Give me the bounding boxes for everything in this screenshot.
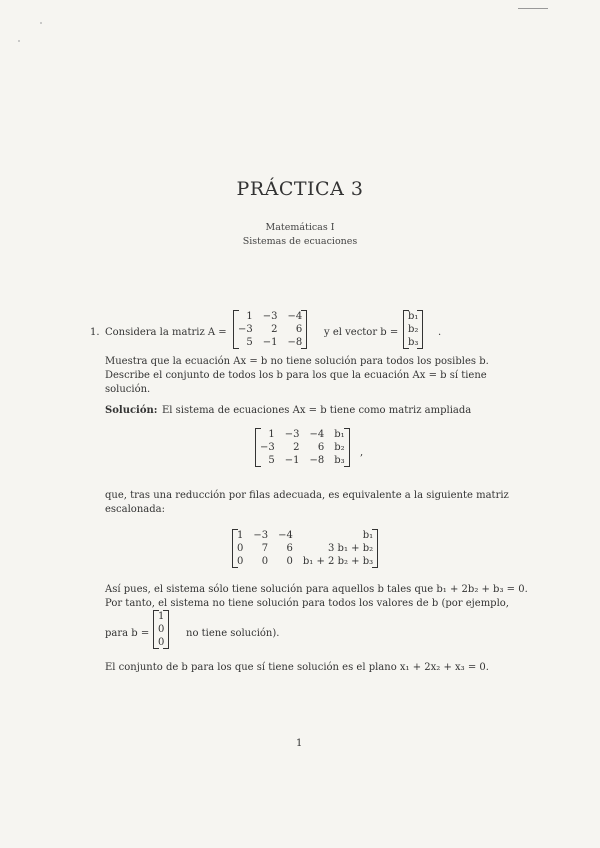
- solution-line: escalonada:: [105, 504, 165, 515]
- matrix-cell: −1: [262, 337, 278, 348]
- solution-label: Solución:: [105, 405, 158, 416]
- solution-line: Así pues, el sistema sólo tiene solución para aquellos b tales que b₁ + 2b₂ + b₃ = 0.: [105, 584, 528, 595]
- topic-name: Sistemas de ecuaciones: [242, 236, 358, 247]
- matrix-cell: 0: [237, 556, 244, 567]
- example-vector: [153, 610, 169, 649]
- matrix-cell: 5: [246, 337, 253, 348]
- solution-line: El conjunto de b para los que sí tiene solución es el plano x₁ + 2x₂ + x₃ = 0.: [105, 662, 489, 673]
- matrix-row: [233, 310, 307, 323]
- matrix-cell: b₂: [334, 442, 345, 453]
- matrix-cell: −4: [309, 429, 325, 440]
- left-bracket: [232, 529, 238, 568]
- left-bracket: [403, 310, 409, 349]
- vector-b: [403, 310, 423, 349]
- matrix-cell: −4: [278, 530, 293, 541]
- page-title: PRÁCTICA 3: [236, 178, 364, 200]
- left-bracket: [153, 610, 159, 649]
- matrix-cell: 0: [261, 556, 269, 567]
- matrix-row: [232, 529, 378, 542]
- matrix-cell: 0: [158, 624, 165, 635]
- scan-speck: [18, 40, 20, 42]
- matrix-cell: b₂: [408, 324, 419, 335]
- right-bracket: [301, 310, 307, 349]
- matrix-cell: 6: [286, 543, 293, 554]
- matrix-row: [255, 454, 350, 467]
- statement-line: solución.: [105, 384, 151, 395]
- matrix-cell: −3: [260, 442, 275, 453]
- solution-line: que, tras una reducción por filas adecuada, es equivalente a la siguiente matriz: [105, 490, 509, 501]
- matrix-cell: 1: [268, 429, 275, 440]
- matrix-cell: b₁: [334, 429, 345, 440]
- matrix-cell: −3: [284, 429, 300, 440]
- matrix-row: [232, 555, 378, 568]
- matrix-row: [232, 542, 378, 555]
- vector-text: y el vector b =: [324, 327, 399, 338]
- matrix-cell: −3: [262, 311, 278, 322]
- matrix-cell: 2: [271, 324, 278, 335]
- matrix-a: [233, 310, 307, 349]
- matrix-cell: 7: [261, 543, 269, 554]
- matrix-row: [233, 336, 307, 349]
- solution-line: no tiene solución).: [186, 628, 280, 639]
- matrix-cell: −3: [238, 324, 253, 335]
- matrix-row: [255, 428, 350, 441]
- matrix-cell: 6: [295, 324, 303, 335]
- matrix-cell: 2: [293, 442, 300, 453]
- exercise-number: 1.: [90, 327, 100, 338]
- matrix-cell: b₁: [362, 530, 374, 541]
- page-number: 1: [296, 738, 303, 749]
- matrix-cell: 1: [158, 611, 165, 622]
- matrix-cell: −8: [287, 337, 303, 348]
- solution-line: El sistema de ecuaciones Ax = b tiene como matriz ampliada: [162, 405, 472, 416]
- matrix-cell: 1: [246, 311, 253, 322]
- augmented-matrix: [255, 428, 350, 467]
- matrix-cell: b₁ + 2 b₂ + b₃: [302, 556, 374, 567]
- matrix-cell: b₁: [408, 311, 419, 322]
- statement-line: Muestra que la ecuación Ax = b no tiene solución para todos los posibles b.: [105, 356, 489, 367]
- matrix-cell: 0: [237, 543, 244, 554]
- matrix-cell: 5: [268, 455, 275, 466]
- comma: ,: [360, 447, 364, 458]
- matrix-row: [233, 323, 307, 336]
- left-bracket: [255, 428, 261, 467]
- right-bracket: [372, 529, 378, 568]
- exercise-intro: Considera la matriz A =: [105, 327, 227, 338]
- statement-line: Describe el conjunto de todos los b para los que la ecuación Ax = b sí tiene: [105, 370, 487, 381]
- matrix-cell: −4: [287, 311, 303, 322]
- matrix-cell: −1: [284, 455, 300, 466]
- matrix-cell: b₃: [334, 455, 345, 466]
- right-bracket: [417, 310, 423, 349]
- solution-line: Por tanto, el sistema no tiene solución para todos los valores de b (por ejemplo,: [105, 598, 509, 609]
- matrix-row: [255, 441, 350, 454]
- matrix-cell: 3 b₁ + b₂: [328, 543, 374, 554]
- period: .: [438, 327, 442, 338]
- scan-mark: [518, 8, 548, 9]
- course-name: Matemáticas I: [265, 222, 335, 233]
- matrix-cell: b₃: [408, 337, 419, 348]
- left-bracket: [233, 310, 239, 349]
- matrix-cell: 0: [286, 556, 293, 567]
- right-bracket: [163, 610, 169, 649]
- matrix-cell: 1: [237, 530, 244, 541]
- scan-speck: [40, 22, 42, 24]
- solution-line: para b =: [105, 628, 150, 639]
- matrix-cell: −8: [309, 455, 325, 466]
- matrix-cell: 0: [158, 637, 165, 648]
- echelon-matrix: [232, 529, 378, 568]
- right-bracket: [344, 428, 350, 467]
- matrix-cell: −3: [253, 530, 269, 541]
- matrix-cell: 6: [317, 442, 325, 453]
